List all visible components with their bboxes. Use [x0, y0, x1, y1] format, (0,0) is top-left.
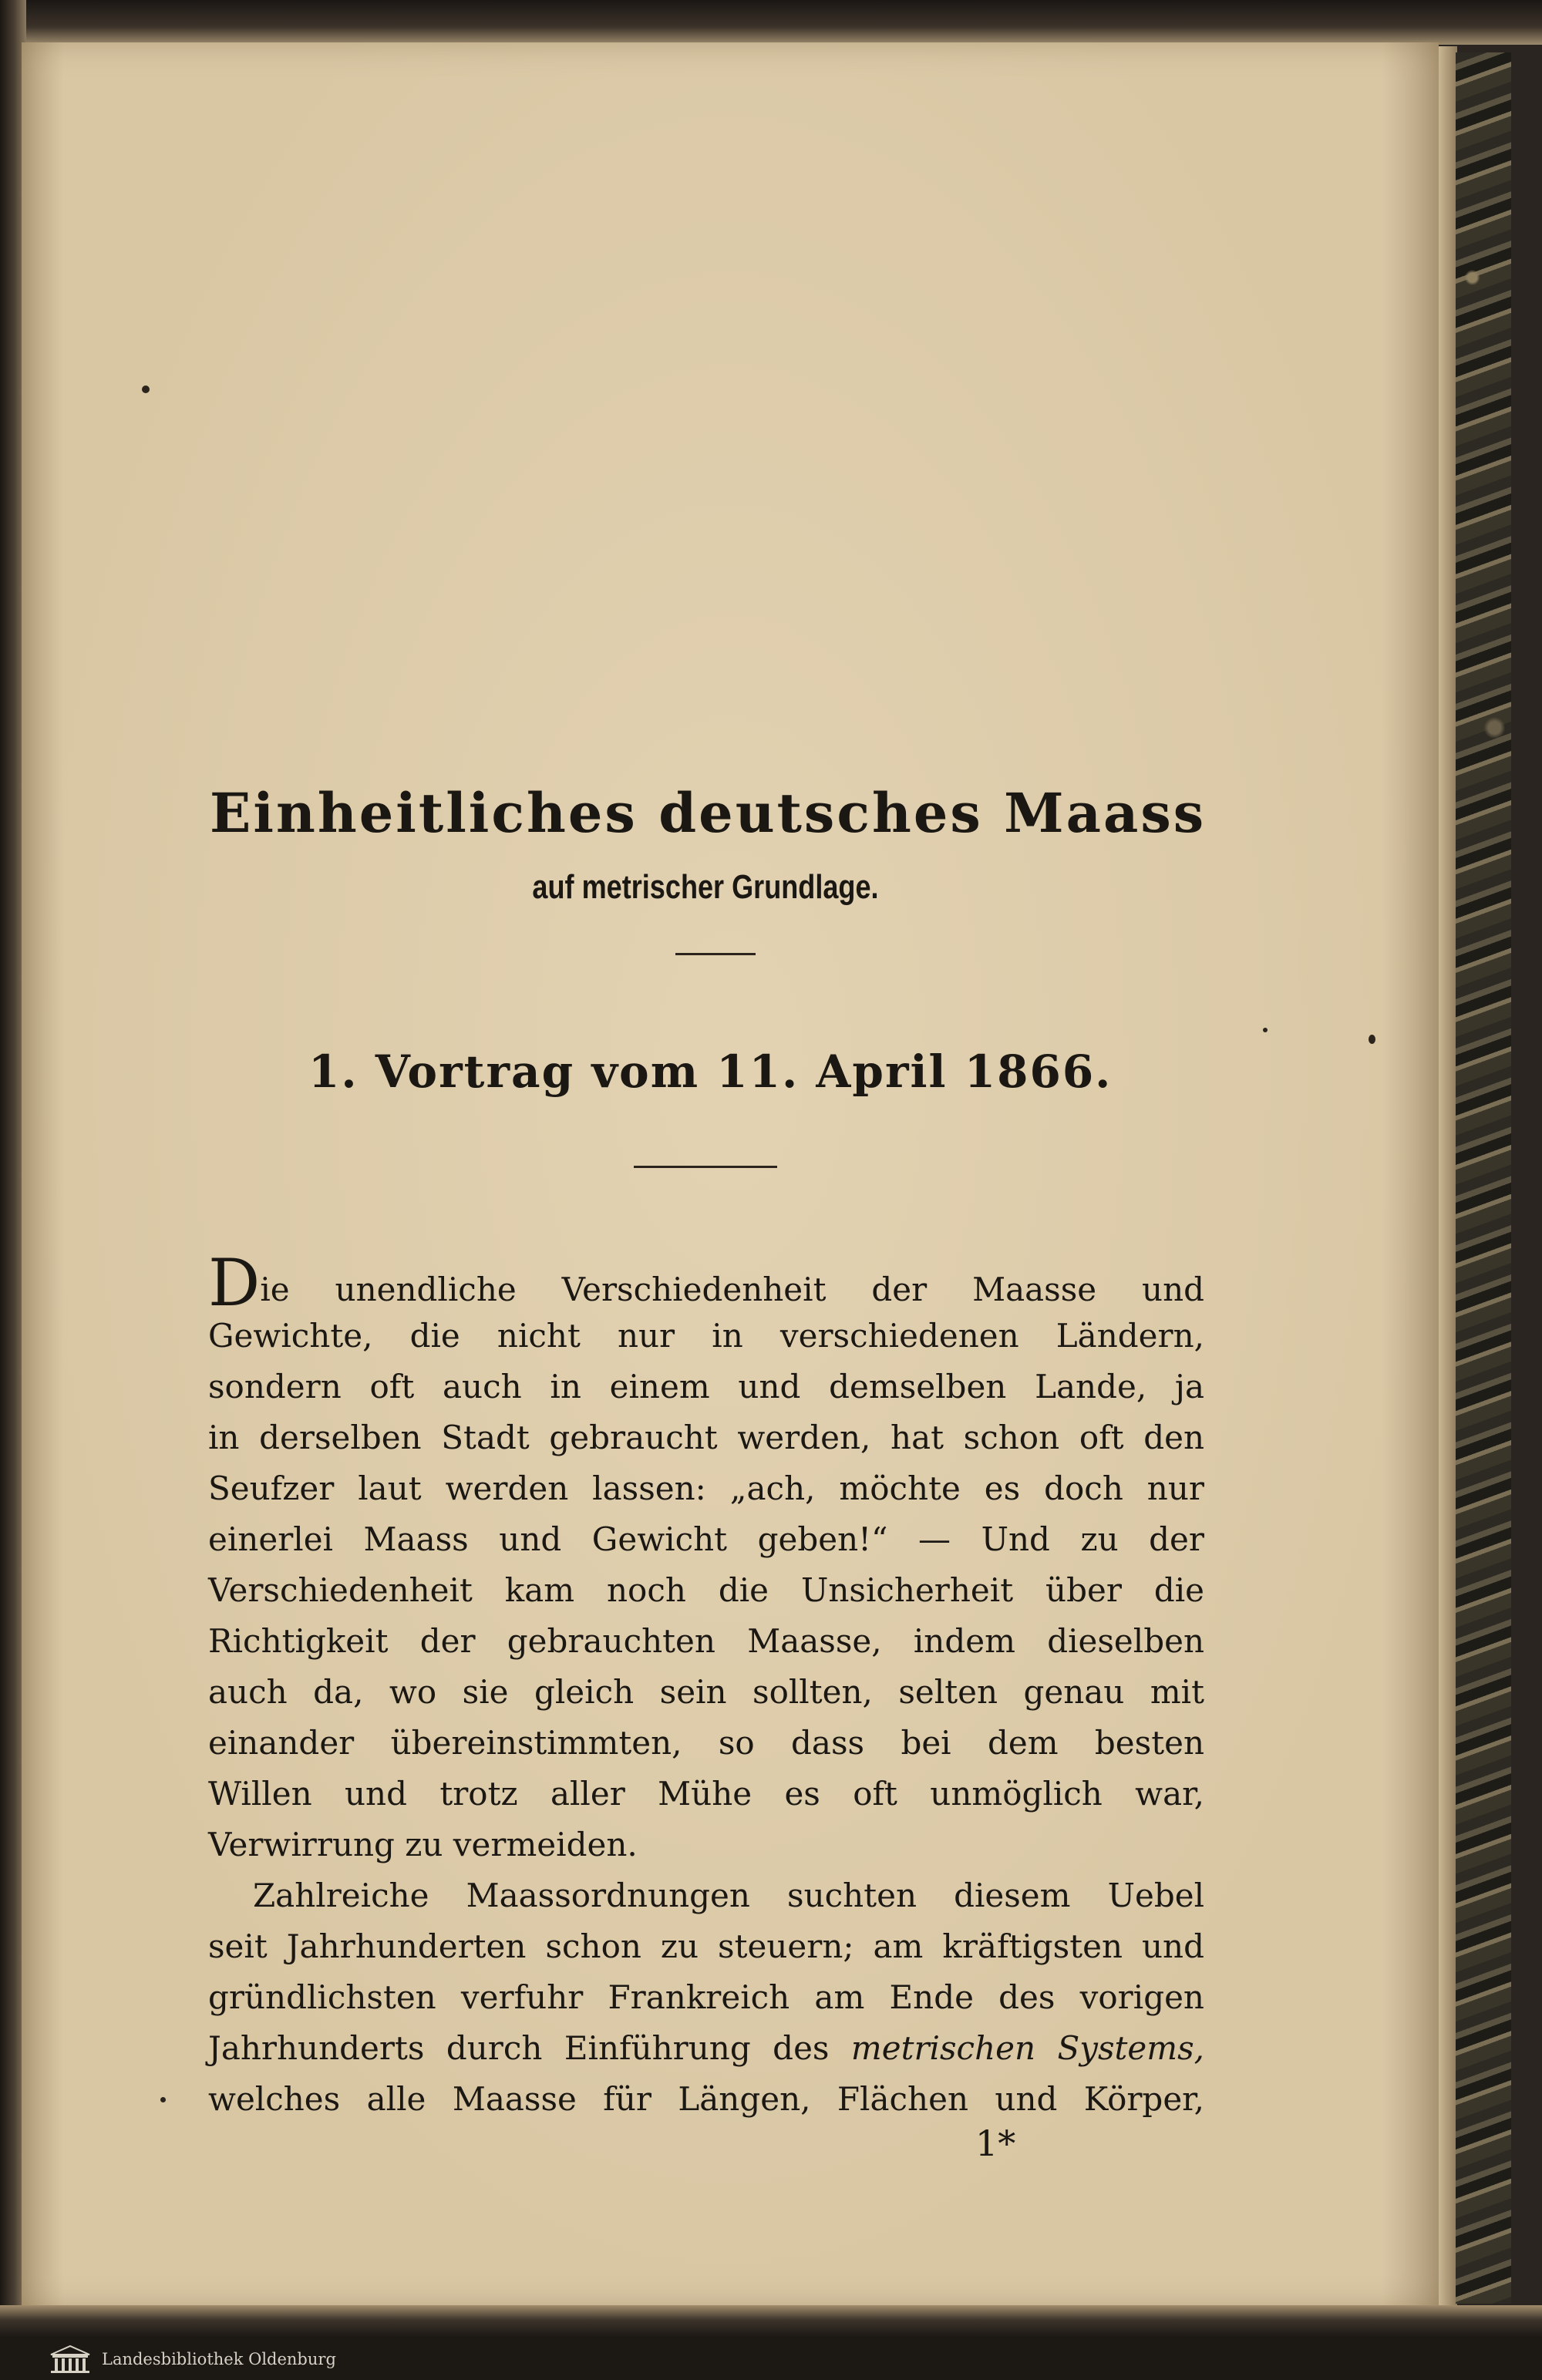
drop-cap: D — [208, 1245, 261, 1321]
paragraph-line: Verwirrung zu vermeiden. — [208, 1826, 638, 1863]
paragraph-line: gründlichsten verfuhr Frankreich am Ende des vorigen — [208, 1978, 1204, 2016]
paragraph-line: Verschiedenheit kam noch die Unsicherheit über die — [208, 1571, 1204, 1609]
right-page-edge — [1439, 46, 1457, 2328]
ink-speck — [160, 2097, 166, 2102]
paragraph-line: Richtigkeit der gebrauchten Maasse, indem dieselben — [208, 1622, 1204, 1660]
paragraph-line: seit Jahrhunderten schon zu steuern; am kräftigsten und — [208, 1927, 1204, 1965]
top-cover-edge — [0, 0, 1542, 45]
title-divider — [675, 953, 756, 955]
ink-speck — [142, 385, 150, 393]
marbled-cover-edge — [1456, 52, 1511, 2304]
paragraph-line: auch da, wo sie gleich sein sollten, selten genau mit — [208, 1673, 1204, 1711]
ink-speck — [1369, 1035, 1375, 1044]
heading-divider — [634, 1166, 777, 1168]
paragraph-line: Jahrhunderts durch Einführung des metrischen Systems, — [208, 2029, 1204, 2067]
bottom-cover-edge — [0, 2305, 1542, 2338]
library-building-icon — [48, 2344, 93, 2375]
paragraph-line: Zahlreiche Maassordnungen suchten diesem Uebel — [253, 1877, 1204, 1914]
paragraph-line: einerlei Maass und Gewicht geben!“ — Und zu der — [208, 1520, 1204, 1558]
paragraph-line: Seufzer laut werden lassen: „ach, möchte es doch nur — [208, 1469, 1204, 1507]
paragraph-line: in derselben Stadt gebraucht werden, hat schon oft den — [208, 1419, 1204, 1456]
document-title: Einheitliches deutsches Maass — [210, 781, 1207, 845]
lecture-heading: 1. Vortrag vom 11. April 1866. — [308, 1045, 1113, 1098]
document-subtitle: auf metrischer Grundlage. — [532, 868, 879, 906]
paragraph-line: Willen und trotz aller Mühe es oft unmöglich war, — [208, 1775, 1204, 1813]
ink-speck — [1263, 1028, 1268, 1032]
paragraph-line: Die unendliche Verschiedenheit der Maasse und — [208, 1245, 1204, 1321]
paragraph-line: einander übereinstimmten, so dass bei dem besten — [208, 1724, 1204, 1762]
paragraph-line: welches alle Maasse für Längen, Flächen und Körper, — [208, 2080, 1204, 2118]
paragraph-line: sondern oft auch in einem und demselben Lande, ja — [208, 1368, 1204, 1405]
italic-term: metrischen Systems, — [850, 2029, 1204, 2067]
library-name: Landesbibliothek Oldenburg — [102, 2350, 336, 2368]
paragraph-line: Gewichte, die nicht nur in verschiedenen Ländern, — [208, 1317, 1204, 1355]
page-number: 1* — [975, 2122, 1016, 2164]
